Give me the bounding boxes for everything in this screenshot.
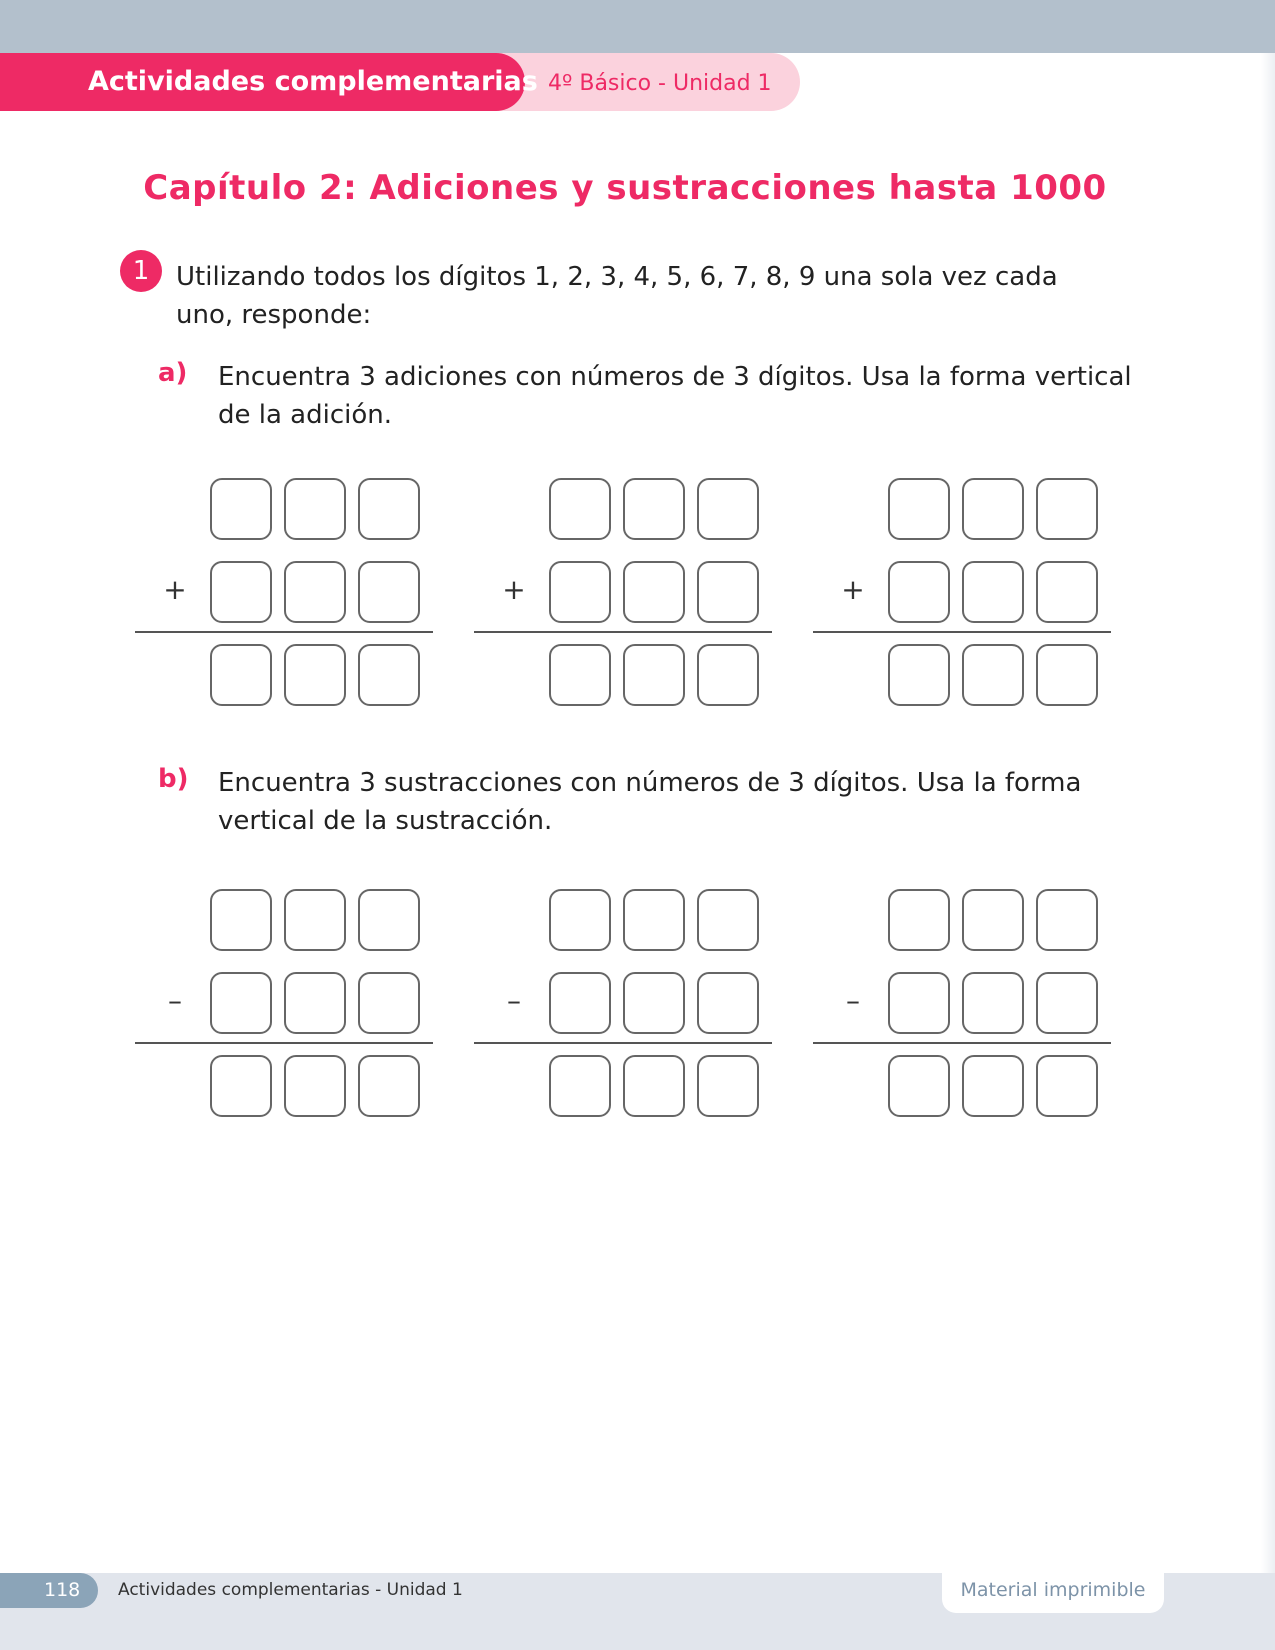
digit-box[interactable] [697, 1055, 759, 1117]
digit-box[interactable] [1036, 644, 1098, 706]
digit-box[interactable] [210, 644, 272, 706]
digit-box[interactable] [1036, 889, 1098, 951]
part-a-label: a) [158, 358, 188, 388]
minus-sign: – [507, 984, 521, 1017]
operation-rule [474, 1042, 772, 1044]
minus-sign: – [168, 984, 182, 1017]
page-number: 118 [44, 1579, 81, 1601]
part-b-text: Encuentra 3 sustracciones con números de 3 dígitos. Usa la forma vertical de la sustracción. [218, 768, 1082, 836]
digit-box[interactable] [210, 1055, 272, 1117]
header-subtitle: 4º Básico - Unidad 1 [548, 71, 772, 96]
digit-box[interactable] [962, 972, 1024, 1034]
digit-box[interactable] [1036, 478, 1098, 540]
digit-box[interactable] [962, 561, 1024, 623]
digit-box[interactable] [358, 889, 420, 951]
header-title: Actividades complementarias [88, 66, 538, 97]
digit-box[interactable] [210, 561, 272, 623]
digit-box[interactable] [623, 561, 685, 623]
digit-box[interactable] [962, 1055, 1024, 1117]
digit-box[interactable] [358, 561, 420, 623]
operation-rule [135, 631, 433, 633]
digit-box[interactable] [888, 478, 950, 540]
digit-box[interactable] [888, 972, 950, 1034]
digit-box[interactable] [284, 644, 346, 706]
digit-box[interactable] [888, 644, 950, 706]
top-strip [0, 0, 1275, 53]
digit-box[interactable] [623, 1055, 685, 1117]
digit-box[interactable] [623, 478, 685, 540]
plus-sign: + [502, 573, 526, 606]
digit-box[interactable] [284, 478, 346, 540]
digit-box[interactable] [888, 561, 950, 623]
operation-rule [474, 631, 772, 633]
digit-box[interactable] [888, 889, 950, 951]
digit-box[interactable] [962, 478, 1024, 540]
digit-box[interactable] [358, 478, 420, 540]
part-b-label: b) [158, 764, 189, 794]
digit-box[interactable] [697, 644, 759, 706]
plus-sign: + [841, 573, 865, 606]
digit-box[interactable] [549, 644, 611, 706]
digit-box[interactable] [284, 972, 346, 1034]
chapter-title: Capítulo 2: Adiciones y sustracciones hasta 1000 [143, 168, 1107, 208]
digit-box[interactable] [210, 972, 272, 1034]
digit-box[interactable] [284, 561, 346, 623]
digit-box[interactable] [549, 561, 611, 623]
digit-box[interactable] [358, 1055, 420, 1117]
part-a-text: Encuentra 3 adiciones con números de 3 dígitos. Usa la forma vertical de la adición. [218, 362, 1132, 430]
operation-rule [135, 1042, 433, 1044]
question-text: Utilizando todos los dígitos 1, 2, 3, 4, 5, 6, 7, 8, 9 una sola vez cada uno, responde: [176, 262, 1058, 330]
digit-box[interactable] [623, 889, 685, 951]
digit-box[interactable] [358, 972, 420, 1034]
operation-rule [813, 1042, 1111, 1044]
question-number-badge: 1 [120, 250, 162, 292]
digit-box[interactable] [284, 889, 346, 951]
digit-box[interactable] [1036, 1055, 1098, 1117]
operation-rule [813, 631, 1111, 633]
digit-box[interactable] [210, 478, 272, 540]
plus-sign: + [163, 573, 187, 606]
page-edge-shade [1261, 53, 1275, 1573]
digit-box[interactable] [549, 1055, 611, 1117]
footer-text: Actividades complementarias - Unidad 1 [118, 1580, 463, 1600]
digit-box[interactable] [549, 478, 611, 540]
digit-box[interactable] [549, 972, 611, 1034]
digit-box[interactable] [623, 972, 685, 1034]
minus-sign: – [846, 984, 860, 1017]
digit-box[interactable] [623, 644, 685, 706]
digit-box[interactable] [1036, 972, 1098, 1034]
digit-box[interactable] [888, 1055, 950, 1117]
digit-box[interactable] [962, 889, 1024, 951]
digit-box[interactable] [962, 644, 1024, 706]
digit-box[interactable] [697, 478, 759, 540]
digit-box[interactable] [697, 889, 759, 951]
digit-box[interactable] [697, 972, 759, 1034]
digit-box[interactable] [1036, 561, 1098, 623]
digit-box[interactable] [210, 889, 272, 951]
digit-box[interactable] [697, 561, 759, 623]
digit-box[interactable] [284, 1055, 346, 1117]
digit-box[interactable] [358, 644, 420, 706]
printable-label: Material imprimible [960, 1579, 1146, 1601]
digit-box[interactable] [549, 889, 611, 951]
